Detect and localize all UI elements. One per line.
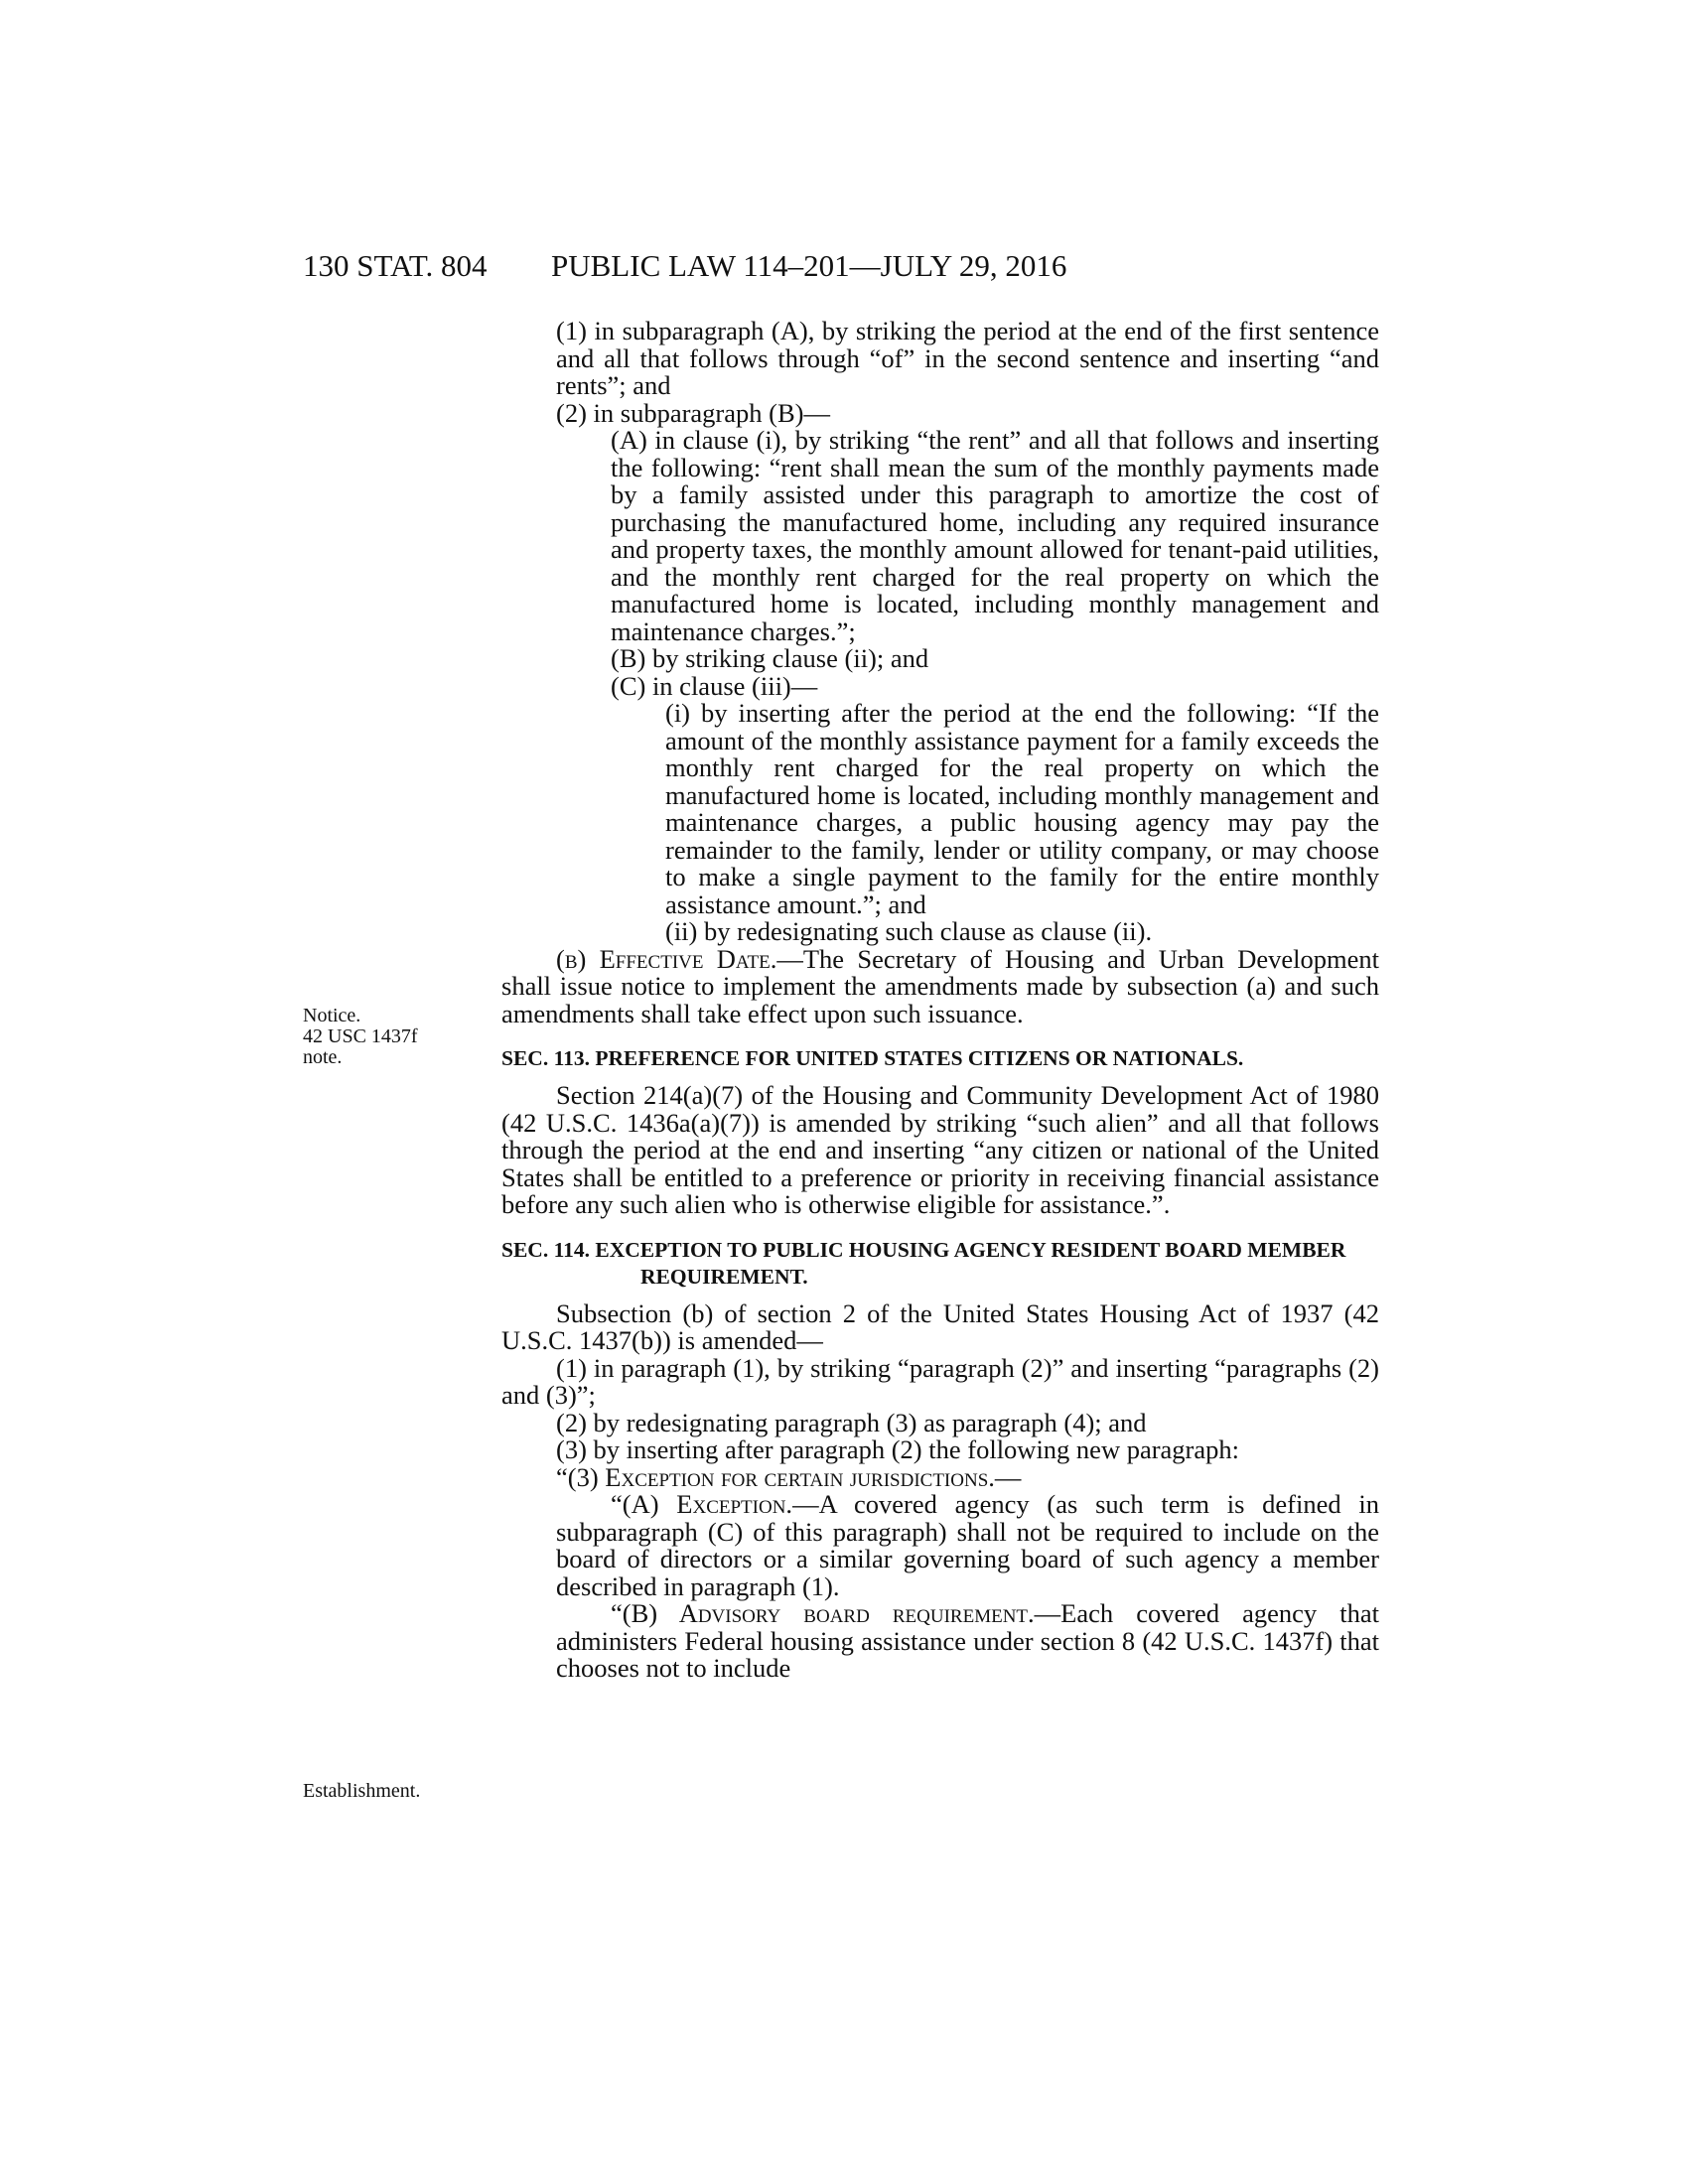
amendment-paragraph: (1) in subparagraph (A), by striking the period at the end of the first sentence and all that follows through “of” in the second sentence and inserting “and rents”; and: [556, 316, 1379, 400]
section-114-item: (1) in paragraph (1), by striking “paragraph (2)” and inserting “paragraphs (2) and (3)”;: [501, 1352, 1379, 1410]
margin-note-establishment: Establishment.: [303, 1780, 421, 1802]
amendment-clause: (B) by striking clause (ii); and: [611, 643, 929, 673]
amendment-paragraph: (2) in subparagraph (B)—: [556, 397, 830, 428]
section-113-heading: SEC. 113. PREFERENCE FOR UNITED STATES CITIZENS OR NATIONALS.: [501, 1046, 1244, 1070]
margin-note-line: 42 USC 1437f: [303, 1025, 418, 1047]
margin-note-line: note.: [303, 1046, 343, 1068]
amendment-clause: (C) in clause (iii)—: [611, 670, 818, 701]
section-113-text: Section 214(a)(7) of the Housing and Community Development Act of 1980 (42 U.S.C. 1436a(a)(7)) is amended by striking “such alien” and all that follows through the period at the end and inserting “any citizen or national of the United States shall be entitled to a preference or priority in receiving financial assistance before any such alien who is otherwise eligible for assistance.”.: [501, 1080, 1379, 1219]
section-114-item: (2) by redesignating paragraph (3) as paragraph (4); and: [556, 1407, 1147, 1437]
section-114-heading: SEC. 114. EXCEPTION TO PUBLIC HOUSING AGENCY RESIDENT BOARD MEMBER REQUIREMENT.: [501, 1237, 1346, 1289]
margin-note-notice: [303, 1006, 418, 1068]
effective-date-paragraph: (b) Effective Date.—The Secretary of Housing and Urban Development shall issue notice to implement the amendments made by subsection (a) and such amendments shall take effect upon such issuance.: [501, 943, 1379, 1028]
page-reference: 130 STAT. 804: [303, 248, 488, 283]
document-body: [501, 318, 1379, 1683]
amendment-clause: (A) in clause (i), by striking “the rent” and all that follows and inserting the following: “rent shall mean the sum of the monthly payments made by a family assisted under this paragraph to amortize the cost of purchasing the manufactured home, including any required insurance and property taxes, the monthly amount allowed for tenant-paid utilities, and the monthly rent charged for the real property on which the manufactured home is located, including monthly management and maintenance charges.”;: [611, 425, 1379, 646]
margin-note-line: Notice.: [303, 1005, 361, 1026]
quoted-subparagraph-b: “(B) Advisory board requirement.—Each covered agency that administers Federal housing assistance under section 8 (42 U.S.C. 1437f) that chooses not to include: [556, 1598, 1379, 1683]
quoted-paragraph-heading: “(3) Exception for certain jurisdictions.—: [556, 1461, 1022, 1492]
page-title: PUBLIC LAW 114–201—JULY 29, 2016: [551, 248, 1067, 283]
amendment-subclause: (ii) by redesignating such clause as clause (ii).: [665, 916, 1153, 946]
section-114-intro: Subsection (b) of section 2 of the United States Housing Act of 1937 (42 U.S.C. 1437(b)) is amended—: [501, 1297, 1379, 1355]
section-114-item: (3) by inserting after paragraph (2) the following new paragraph:: [556, 1434, 1240, 1464]
amendment-subclause: (i) by inserting after the period at the end the following: “If the amount of the monthly assistance payment for a family exceeds the monthly rent charged for the real property on which the manufactured home is located, including monthly management and maintenance charges, a public housing agency may pay the remainder to the family, lender or utility company, or may choose to make a single payment to the family for the entire monthly assistance amount.”; and: [665, 698, 1379, 919]
quoted-subparagraph-a: “(A) Exception.—A covered agency (as such term is defined in subparagraph (C) of this paragraph) shall not be required to include on the board of directors or a similar governing board of such agency a member described in paragraph (1).: [556, 1489, 1379, 1601]
effective-date-heading: (b) Effective Date.: [556, 943, 777, 974]
